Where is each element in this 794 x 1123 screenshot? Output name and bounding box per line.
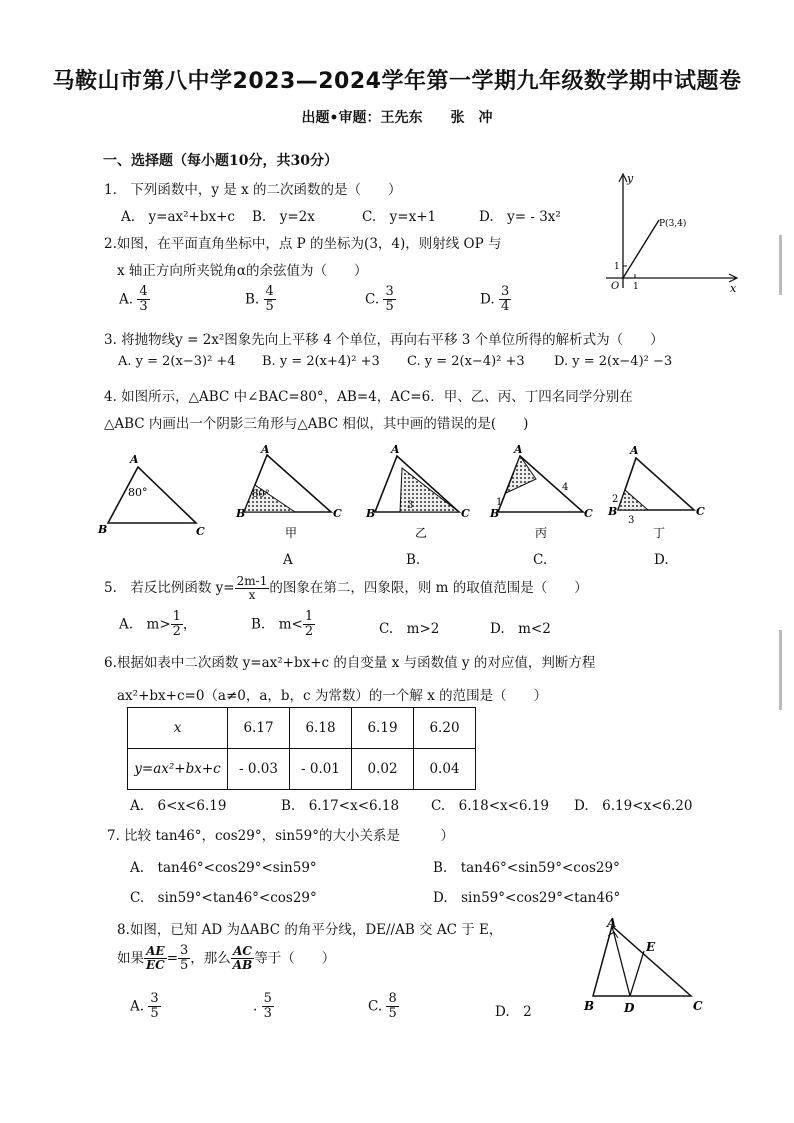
table-cell: 6.19	[352, 708, 414, 749]
q5-option-b: B. m< $\frac{1}{2}$	[251, 609, 314, 640]
svg-text:A: A	[607, 916, 617, 930]
q6-option-d: D. 6.19<x<6.20	[574, 798, 693, 814]
svg-text:B: B	[236, 507, 246, 520]
q6-option-c: C. 6.18<x<6.19	[431, 798, 549, 814]
q2-fig-y-one: 1	[614, 262, 620, 272]
q2-option-d: D. $\frac{3}{4}$	[480, 284, 510, 315]
svg-text:80°: 80°	[128, 486, 148, 499]
svg-text:丙: 丙	[535, 526, 548, 540]
svg-text:1: 1	[496, 497, 503, 508]
q2-fig-x-label: x	[730, 282, 737, 295]
scan-edge-shadow	[779, 235, 782, 295]
table-cell: 6.20	[414, 708, 476, 749]
section-heading: 一、选择题（每小题10分，共30分）	[103, 153, 338, 169]
q2-fig-p-label: P(3,4)	[659, 219, 687, 229]
q3-option-a: A. y = 2(x−3)² +4	[118, 354, 236, 369]
q7-option-c: C. sin59°<tan46°<cos29°	[130, 890, 317, 906]
svg-text:2: 2	[612, 494, 619, 505]
q1-option-b: B. y=2x	[252, 209, 315, 225]
svg-text:B: B	[584, 999, 595, 1013]
svg-text:B: B	[366, 507, 376, 520]
q2-coordinate-figure	[596, 168, 746, 313]
q7-option-d: D. sin59°<cos29°<tan46°	[433, 890, 621, 906]
q2-stem-line1: 2.如图，在平面直角坐标中，点 P 的坐标为(3，4)，则射线 OP 与	[104, 236, 502, 252]
q8-option-b: . $\frac{5}{3}$	[253, 991, 272, 1022]
q5-option-a: A. m> $\frac{1}{2}$ ，	[119, 609, 197, 640]
q4-option-a: A	[283, 552, 293, 568]
q2-option-c: C. $\frac{3}{5}$	[365, 284, 394, 315]
q5-option-d: D. m<2	[490, 621, 551, 637]
q5-option-c: C. m>2	[379, 621, 440, 637]
svg-text:A: A	[391, 443, 400, 456]
svg-text:C: C	[461, 507, 470, 520]
svg-text:甲: 甲	[285, 526, 298, 540]
q8-triangle-figure	[580, 916, 710, 1016]
svg-text:丁: 丁	[653, 526, 666, 540]
svg-text:B: B	[608, 505, 618, 518]
q2-option-b: B. $\frac{4}{5}$	[245, 284, 274, 315]
svg-text:A: A	[130, 453, 139, 466]
q8-stem-line1: 8.如图，已知 AD 为ΔABC 的角平分线，DE//AB 交 AC 于 E，	[117, 922, 503, 938]
q4-option-b: B.	[406, 552, 421, 568]
table-cell: y=ax²+bx+c	[128, 749, 228, 790]
svg-text:C: C	[196, 525, 205, 538]
exam-authors: 出题•审题：王先东 张 冲	[301, 110, 493, 126]
q3-stem: 3. 将抛物线y = 2x²图象先向上平移 4 个单位，再向右平移 3 个单位所得的解析式为（ ）	[104, 332, 664, 348]
q6-value-table	[127, 707, 476, 790]
q4-figure-yi	[365, 443, 470, 540]
svg-text:E: E	[646, 940, 656, 954]
q7-option-a: A. tan46°<cos29°<sin59°	[130, 860, 317, 876]
svg-text:C: C	[584, 507, 593, 520]
q8-option-c: C. $\frac{8}{5}$	[368, 991, 397, 1022]
q8-option-d: D. 2	[495, 1004, 532, 1020]
svg-text:4: 4	[562, 482, 569, 493]
svg-text:乙: 乙	[415, 526, 428, 540]
q1-option-c: C. y=x+1	[362, 209, 437, 225]
q2-fig-y-label: y	[627, 172, 634, 185]
svg-text:A: A	[514, 443, 523, 456]
q4-option-c: C.	[533, 552, 548, 568]
q6-option-b: B. 6.17<x<6.18	[281, 798, 400, 814]
q4-figure-bing	[489, 443, 593, 540]
svg-text:A: A	[630, 444, 639, 457]
table-cell: x	[128, 708, 228, 749]
q2-fig-x-one: 1	[633, 282, 639, 292]
q4-original-triangle	[97, 453, 205, 538]
q1-option-d: D. y= - 3x²	[479, 209, 561, 225]
q6-stem-line2: ax²+bx+c=0（a≠0，a，b，c 为常数）的一个解 x 的范围是（ ）	[117, 688, 548, 704]
table-cell: 6.17	[228, 708, 290, 749]
q2-fig-origin: O	[611, 281, 620, 292]
table-row	[128, 749, 476, 790]
svg-text:B: B	[98, 523, 108, 536]
table-cell: 0.04	[414, 749, 476, 790]
table-cell: - 0.03	[228, 749, 290, 790]
q5-stem: 5. 若反比例函数 y= $\frac{2m-1}{x}$ 的图象在第二，四象限，则 m 的取值范围是（ ）	[104, 574, 588, 603]
q3-option-d: D. y = 2(x−4)² −3	[554, 354, 673, 369]
q8-option-a: A. $\frac{3}{5}$	[130, 991, 159, 1022]
svg-text:3: 3	[407, 500, 414, 511]
svg-text:C: C	[333, 507, 342, 520]
table-cell: 6.18	[290, 708, 352, 749]
q4-option-d: D.	[654, 552, 669, 568]
svg-text:B: B	[490, 507, 500, 520]
q4-triangle-figures	[95, 440, 720, 540]
q1-stem: 1. 下列函数中，y 是 x 的二次函数的是（ ）	[104, 182, 402, 198]
table-cell: 0.02	[352, 749, 414, 790]
q7-option-b: B. tan46°<sin59°<cos29°	[433, 860, 620, 876]
q4-figure-ding	[607, 444, 705, 540]
svg-text:3: 3	[628, 515, 635, 526]
q8-stem-line2: 如果 $\frac{AE}{EC}$ = $\frac{3}{5}$ ，那么 $\frac{AC}{AB}$ 等于（ ）	[117, 943, 336, 974]
table-row	[128, 708, 476, 749]
q3-option-c: C. y = 2(x−4)² +3	[407, 354, 525, 369]
svg-text:80°: 80°	[252, 489, 270, 500]
q1-option-a: A. y=ax²+bx+c	[121, 209, 235, 225]
scan-edge-shadow	[779, 630, 782, 710]
table-cell: - 0.01	[290, 749, 352, 790]
q3-option-b: B. y = 2(x+4)² +3	[262, 354, 380, 369]
q6-stem-line1: 6.根据如表中二次函数 y=ax²+bx+c 的自变量 x 与函数值 y 的对应值，判断方程	[104, 655, 596, 671]
exam-title: 马鞍山市第八中学2023—2024学年第一学期九年级数学期中试题卷	[52, 69, 742, 94]
q7-stem: 7. 比较 tan46°，cos29°，sin59°的大小关系是 ）	[107, 828, 454, 844]
q4-figure-jia	[235, 443, 342, 540]
svg-text:C: C	[696, 505, 705, 518]
q4-stem-line1: 4. 如图所示，△ABC 中∠BAC=80°，AB=4，AC=6．甲、乙、丙、丁四名同学分别在	[104, 389, 633, 405]
q6-option-a: A. 6<x<6.19	[130, 798, 227, 814]
svg-text:C: C	[693, 999, 703, 1013]
q2-stem-line2: x 轴正方向所夹锐角α的余弦值为（ ）	[117, 263, 368, 279]
svg-text:A: A	[261, 443, 270, 456]
q2-option-a: A. $\frac{4}{3}$	[119, 284, 148, 315]
svg-text:D: D	[624, 1001, 635, 1015]
q4-stem-line2: △ABC 内画出一个阴影三角形与△ABC 相似，其中画的错误的是( )	[104, 416, 529, 432]
